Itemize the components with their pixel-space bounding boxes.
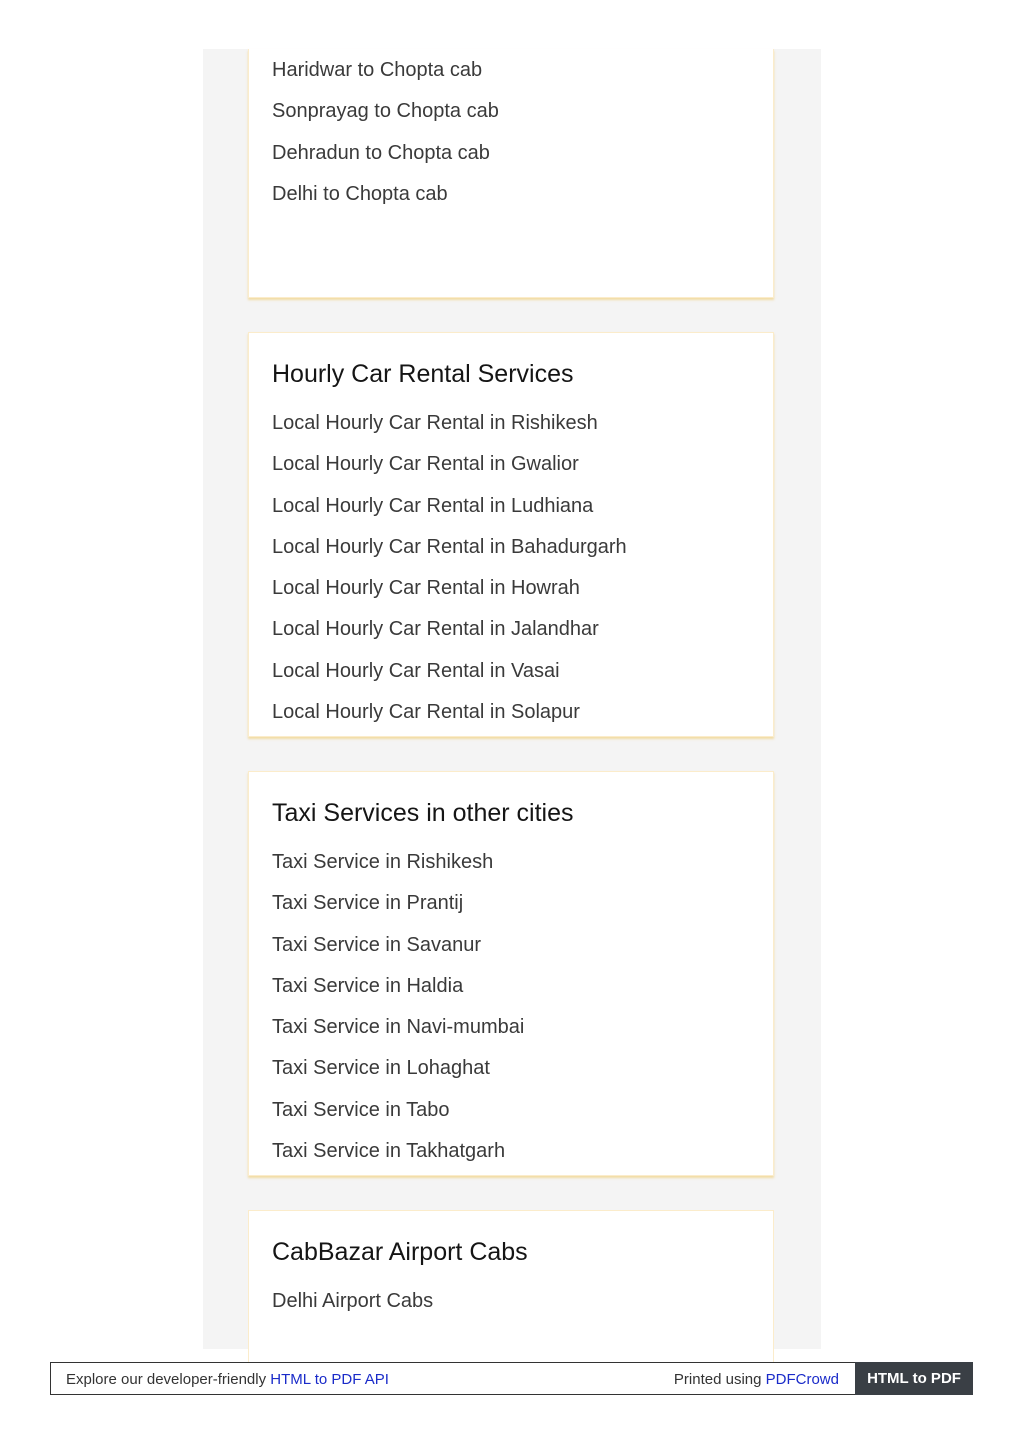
section-title: CabBazar Airport Cabs: [272, 1238, 528, 1266]
html-to-pdf-api-link[interactable]: HTML to PDF API: [270, 1371, 389, 1388]
section-title: Hourly Car Rental Services: [272, 360, 574, 388]
airport-cabs-card: [248, 1210, 774, 1370]
list-item[interactable]: Taxi Service in Haldia: [272, 974, 464, 997]
list-item[interactable]: Taxi Service in Rishikesh: [272, 851, 494, 873]
other-cities-card: [248, 771, 774, 1176]
footer-explore: [66, 1371, 389, 1388]
footer-printed-text: Printed using: [673, 1371, 766, 1388]
pdf-footer-bar: [50, 1362, 973, 1395]
html-to-pdf-button[interactable]: HTML to PDF: [855, 1362, 973, 1395]
list-item[interactable]: Taxi Service in Navi-mumbai: [272, 1016, 525, 1039]
list-item[interactable]: Local Hourly Car Rental in Solapur: [272, 701, 580, 724]
other-cities-list: [272, 849, 763, 1163]
hourly-rental-card: [248, 332, 774, 737]
list-item[interactable]: Local Hourly Car Rental in Howrah: [272, 577, 580, 600]
list-item[interactable]: Sonprayag to Chopta cab: [272, 100, 499, 123]
list-item[interactable]: Taxi Service in Tabo: [272, 1098, 450, 1121]
content-column: [203, 49, 821, 1349]
list-item[interactable]: Local Hourly Car Rental in Rishikesh: [272, 412, 598, 434]
list-item[interactable]: Local Hourly Car Rental in Jalandhar: [272, 618, 599, 641]
list-item[interactable]: Dehradun to Chopta cab: [272, 141, 490, 164]
list-item[interactable]: Taxi Service in Prantij: [272, 892, 464, 915]
pdfcrowd-link[interactable]: PDFCrowd: [765, 1371, 839, 1388]
chopta-cabs-list: [272, 57, 763, 227]
hourly-rental-list: [272, 410, 763, 724]
list-item[interactable]: Taxi Service in Takhatgarh: [272, 1140, 506, 1163]
footer-printed: [674, 1371, 839, 1388]
list-item[interactable]: Local Hourly Car Rental in Gwalior: [272, 453, 579, 476]
chopta-cabs-card: [248, 49, 774, 298]
list-item[interactable]: Delhi Airport Cabs: [272, 1290, 434, 1312]
list-item[interactable]: Taxi Service in Savanur: [272, 933, 481, 956]
list-item[interactable]: Taxi Service in Lohaghat: [272, 1057, 490, 1080]
list-item[interactable]: Local Hourly Car Rental in Ludhiana: [272, 494, 594, 517]
list-item[interactable]: Local Hourly Car Rental in Vasai: [272, 659, 560, 682]
footer-explore-text: Explore our developer-friendly: [66, 1371, 271, 1388]
list-item[interactable]: Local Hourly Car Rental in Bahadurgarh: [272, 535, 627, 558]
list-item[interactable]: Delhi to Chopta cab: [272, 182, 448, 205]
airport-cabs-list: [272, 1288, 763, 1328]
list-item[interactable]: Haridwar to Chopta cab: [272, 59, 483, 81]
section-title: Taxi Services in other cities: [272, 799, 574, 827]
